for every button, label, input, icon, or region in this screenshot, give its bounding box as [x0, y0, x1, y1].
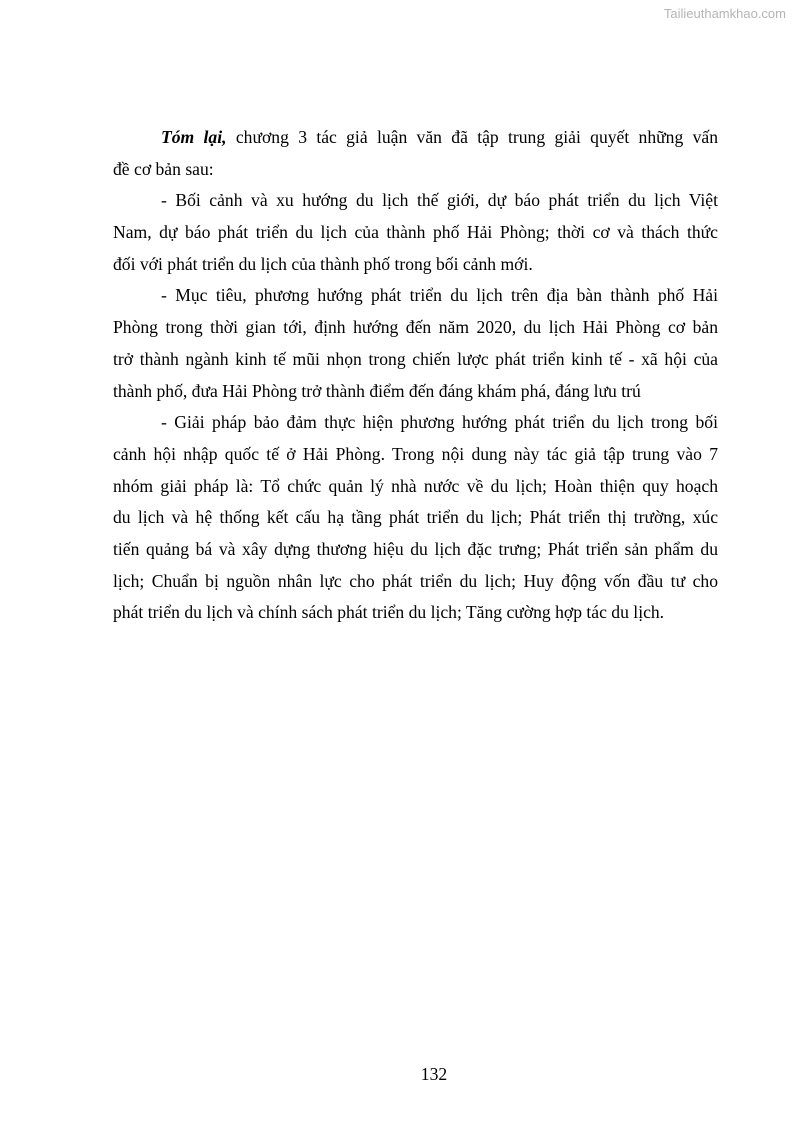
document-body [113, 122, 718, 629]
paragraph-solutions [113, 407, 718, 629]
text-line: tiến quảng bá và xây dựng thương hiệu du lịch đặc trưng; Phát triển sản phẩm du [113, 538, 718, 559]
text-line: nhóm giải pháp là: Tổ chức quản lý nhà nước về du lịch; Hoàn thiện quy hoạch [113, 475, 718, 496]
text-line: phát triển du lịch và chính sách phát triển du lịch; Tăng cường hợp tác du lịch. [113, 602, 665, 623]
text-line: lịch; Chuẩn bị nguồn nhân lực cho phát triển du lịch; Huy động vốn đầu tư cho [113, 570, 718, 591]
text-line: thành phố, đưa Hải Phòng trở thành điểm đến đáng khám phá, đáng lưu trú [113, 380, 641, 401]
text-line: cảnh hội nhập quốc tế ở Hải Phòng. Trong nội dung này tác giả tập trung vào 7 [113, 443, 718, 464]
text-line: - Giải pháp bảo đảm thực hiện phương hướng phát triển du lịch trong bối [161, 412, 718, 433]
text-line: đề cơ bản sau: [113, 158, 214, 179]
lead-text: Tóm lại, [161, 127, 227, 147]
text-line: Nam, dự báo phát triển du lịch của thành phố Hải Phòng; thời cơ và thách thức [113, 222, 718, 243]
watermark: Tailieuthamkhao.com [663, 6, 786, 21]
paragraph-summary [113, 122, 718, 185]
text-line: đối với phát triển du lịch của thành phố trong bối cảnh mới. [113, 253, 533, 274]
text-line: Tóm lại, chương 3 tác giả luận văn đã tập trung giải quyết những vấn [161, 127, 718, 147]
paragraph-goals [113, 280, 718, 407]
text-line: du lịch và hệ thống kết cấu hạ tầng phát triển du lịch; Phát triển thị trường, xúc [113, 507, 718, 528]
page-number: 132 [420, 1064, 448, 1084]
text-line: - Mục tiêu, phương hướng phát triển du lịch trên địa bàn thành phố Hải [161, 285, 718, 306]
text-line: trở thành ngành kinh tế mũi nhọn trong chiến lược phát triển kinh tế - xã hội của [113, 348, 718, 369]
text-line: - Bối cảnh và xu hướng du lịch thế giới, dự báo phát triển du lịch Việt [161, 190, 718, 211]
text-line: Phòng trong thời gian tới, định hướng đến năm 2020, du lịch Hải Phòng cơ bản [113, 317, 718, 338]
paragraph-context [113, 185, 718, 280]
